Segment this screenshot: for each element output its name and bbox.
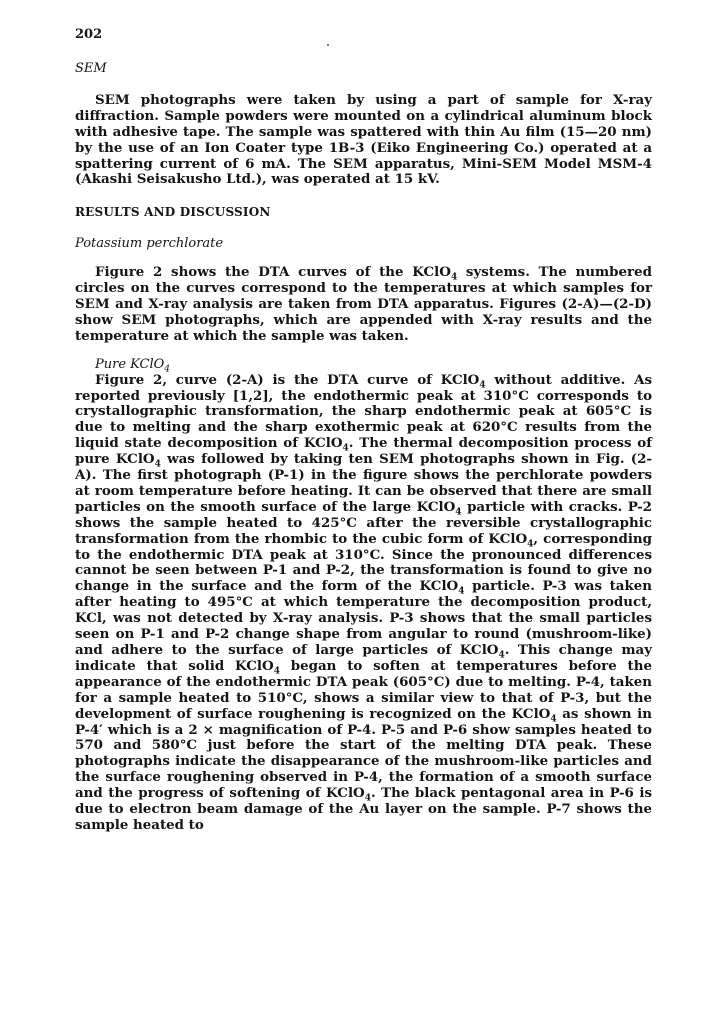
page-number: 202 xyxy=(75,27,103,42)
subsubheading-pure-kclo4: Pure KClO$_4$ xyxy=(95,356,171,375)
heading-results-discussion: RESULTS AND DISCUSSION xyxy=(75,205,271,220)
subheading-potassium-perchlorate: Potassium perchlorate xyxy=(75,236,224,252)
paragraph-pure-kclo4: Figure 2, curve (2-A) is the DTA curve of KClO$_4$ without additive. As reported previously [1,2], the endothermic peak at 310°C corresponds to crystallographic transformation, the sharp endothermic peak at 605°C is due to melting and the sharp exothermic peak at 620°C results from the liquid state decomposition of KClO$_4$. The thermal decomposition process of pure KClO$_4$ was followed by taking ten SEM photographs shown in Fig. (2-A). The first photograph (P-1) in the figure shows the perchlorate powders at room temperature before heating. It can be observed that there are small particles on the smooth surface of the large KClO$_4$ particle with cracks. P-2 shows the sample heated to 425°C after the reversible crystallographic transformation from the rhombic to the cubic form of KClO$_4$, corresponding to the endothermic DTA peak at 310°C. Since the pronounced differences cannot be seen between P-1 and P-2, the transformation is found to give no change in the surface and the form of the KClO$_4$ particle. P-3 was taken after heating to 495°C at which temperature the decomposition product, KCl, was not detected by X-ray analysis. P-3 shows that the small particles seen on P-1 and P-2 change shape from angular to round (mushroom-like) and adhere to the surface of large particles of KClO$_4$. This change may indicate that solid KClO$_4$ began to soften at temperatures before the appearance of the endothermic DTA peak (605°C) due to melting. P-4, taken for a sample heated to 510°C, shows a similar view to that of P-3, but the development of surface roughening is recognized on the KClO$_4$ as shown in P-4′ which is a 2 × magnification of P-4. P-5 and P-6 show samples heated to 570 and 580°C just before the start of the melting DTA peak. These photographs indicate the disappearance of the mushroom-like particles and the surface roughening observed in P-4, the formation of a smooth surface and the progress of softening of KClO$_4$. The black pentagonal area in P-6 is due to electron beam damage of the Au layer on the sample. P-7 shows the sample heated to xyxy=(75,371,653,833)
document-page xyxy=(75,27,652,834)
paragraph-sem-method: SEM photographs were taken by using a part of sample for X-ray diffraction. Sample powders were mounted on a cylindrical aluminum block with adhesive tape. The sample was spattered with thin Au film (15—20 nm) by the use of an Ion Coater type 1B-3 (Eiko Engineering Co.) operated at a spattering current of 6 mA. The SEM apparatus, Mini-SEM Model MSM-4 (Akashi Seisakusho Ltd.), was operated at 15 kV. xyxy=(75,91,652,188)
section-title-sem: SEM xyxy=(75,61,107,76)
paragraph-potassium: Figure 2 shows the DTA curves of the KClO$_4$ systems. The numbered circles on the curves correspond to the temperatures at which samples for SEM and X-ray analysis are taken from DTA apparatus. Figures (2-A)—(2-D) show SEM photographs, which are appended with X-ray results and the temperature at which the sample was taken. xyxy=(75,264,652,344)
